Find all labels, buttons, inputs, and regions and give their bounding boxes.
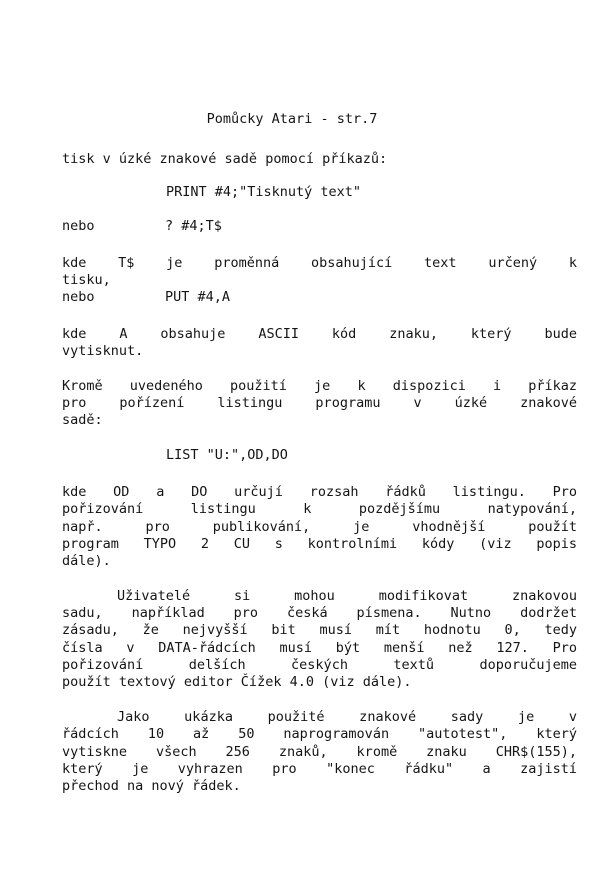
text-line: např. pro publikování, je vhodnější použít: [62, 519, 577, 535]
text-line: vytiskne všech 256 znaků, kromě znaku CHR$(155),: [62, 744, 577, 760]
command-text: ? #4;T$: [165, 218, 222, 234]
text-line: který je vyhrazen pro "konec řádku" a zajistí: [62, 761, 577, 777]
text-line: Uživatelé si mohou modifikovat znakovou: [117, 588, 577, 604]
text-line: řádcích 10 až 50 naprogramován "autotest", který: [62, 726, 577, 742]
text-line: program TYPO 2 CU s kontrolními kódy (viz popis: [62, 536, 577, 552]
text-line: pořizování delších českých textů doporučujeme: [62, 657, 577, 673]
text-line: pořizování listingu k pozdějšímu natypování,: [62, 501, 577, 517]
text-line: pro pořízení listingu programu v úzké znakové: [62, 395, 577, 411]
text-line: PRINT #4;"Tisknutý text": [166, 184, 362, 200]
text-line: tisku,: [62, 272, 111, 288]
text-line: dále).: [62, 553, 111, 569]
text-line: čísla v DATA-řádcích musí být menší než 127. Pro: [62, 640, 577, 656]
text-line: nebo ? #4;T$: [62, 218, 222, 234]
text-line: vytisknut.: [62, 343, 144, 359]
text-line: Kromě uvedeného použití je k dispozici i příkaz: [62, 378, 577, 394]
text-line: použít textový editor Čížek 4.0 (viz dále).: [62, 674, 412, 690]
text-line: nebo PUT #4,A: [62, 289, 231, 305]
text-line: sadě:: [62, 412, 103, 428]
text-line: kde OD a DO určují rozsah řádků listingu. Pro: [62, 484, 577, 500]
text-line: zásadu, že nejvyšší bit musí mít hodnotu 0, tedy: [62, 622, 577, 638]
command-text: PUT #4,A: [165, 289, 231, 305]
text-line: kde T$ je proměnná obsahující text určený k: [62, 255, 577, 271]
text-line: LIST "U:",OD,DO: [166, 447, 288, 463]
text-line: tisk v úzké znakové sadě pomocí příkazů:: [62, 151, 388, 167]
text-line: Jako ukázka použité znakové sady je v: [117, 709, 577, 725]
text-line: přechod na nový řádek.: [62, 778, 241, 794]
text-line: kde A obsahuje ASCII kód znaku, který bude: [62, 326, 577, 342]
text-line: sadu, například pro česká písmena. Nutno dodržet: [62, 605, 577, 621]
page-header: Pomůcky Atari - str.7: [206, 111, 378, 127]
